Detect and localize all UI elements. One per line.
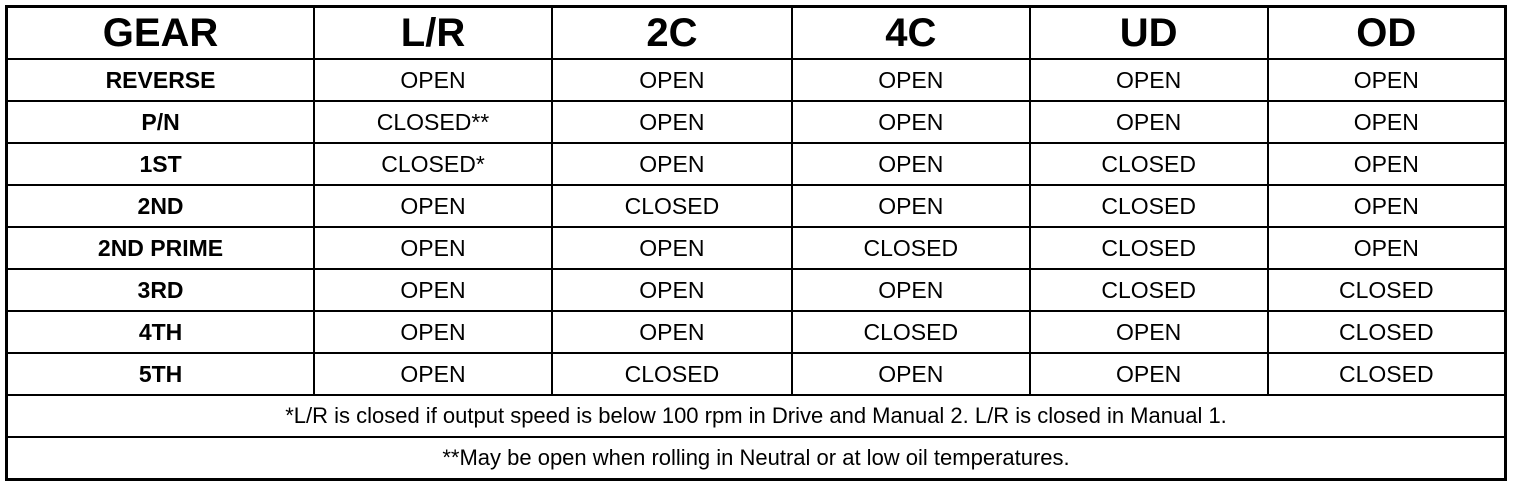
header-gear: GEAR [7,7,315,60]
header-4c: 4C [792,7,1030,60]
table-row [7,311,1506,353]
od-cell: OPEN [1268,227,1506,269]
lr-cell: OPEN [314,59,552,101]
gear-cell: 1ST [7,143,315,185]
gear-cell: 2ND PRIME [7,227,315,269]
od-cell: OPEN [1268,101,1506,143]
gear-cell: REVERSE [7,59,315,101]
gear-cell: 4TH [7,311,315,353]
header-ud: UD [1030,7,1268,60]
ud-cell: CLOSED [1030,269,1268,311]
clutch-state-table [5,5,1507,481]
gear-cell: P/N [7,101,315,143]
table-row [7,143,1506,185]
od-cell: CLOSED [1268,269,1506,311]
2c-cell: OPEN [552,59,792,101]
ud-cell: OPEN [1030,59,1268,101]
od-cell: CLOSED [1268,311,1506,353]
ud-cell: OPEN [1030,101,1268,143]
4c-cell: OPEN [792,185,1030,227]
2c-cell: OPEN [552,269,792,311]
lr-cell: OPEN [314,269,552,311]
ud-cell: CLOSED [1030,185,1268,227]
gear-cell: 5TH [7,353,315,395]
footnote-row [7,437,1506,480]
od-cell: OPEN [1268,143,1506,185]
od-cell: CLOSED [1268,353,1506,395]
table-row [7,185,1506,227]
4c-cell: OPEN [792,143,1030,185]
footnote-single-asterisk: *L/R is closed if output speed is below 100 rpm in Drive and Manual 2. L/R is closed in Manual 1. [7,395,1506,437]
table-row [7,269,1506,311]
4c-cell: OPEN [792,269,1030,311]
od-cell: OPEN [1268,59,1506,101]
ud-cell: OPEN [1030,353,1268,395]
2c-cell: OPEN [552,227,792,269]
2c-cell: OPEN [552,311,792,353]
header-lr: L/R [314,7,552,60]
footnote-double-asterisk: **May be open when rolling in Neutral or at low oil temperatures. [7,437,1506,480]
4c-cell: OPEN [792,101,1030,143]
table-row [7,101,1506,143]
gear-cell: 2ND [7,185,315,227]
lr-cell: OPEN [314,227,552,269]
gear-cell: 3RD [7,269,315,311]
table-row [7,59,1506,101]
ud-cell: OPEN [1030,311,1268,353]
header-od: OD [1268,7,1506,60]
ud-cell: CLOSED [1030,227,1268,269]
od-cell: OPEN [1268,185,1506,227]
2c-cell: OPEN [552,101,792,143]
table-row [7,227,1506,269]
lr-cell: OPEN [314,311,552,353]
header-2c: 2C [552,7,792,60]
4c-cell: CLOSED [792,227,1030,269]
2c-cell: OPEN [552,143,792,185]
lr-cell: OPEN [314,353,552,395]
lr-cell: CLOSED** [314,101,552,143]
lr-cell: OPEN [314,185,552,227]
lr-cell: CLOSED* [314,143,552,185]
2c-cell: CLOSED [552,353,792,395]
header-row [7,7,1506,60]
footnote-row [7,395,1506,437]
2c-cell: CLOSED [552,185,792,227]
table-row [7,353,1506,395]
ud-cell: CLOSED [1030,143,1268,185]
4c-cell: OPEN [792,353,1030,395]
4c-cell: CLOSED [792,311,1030,353]
4c-cell: OPEN [792,59,1030,101]
